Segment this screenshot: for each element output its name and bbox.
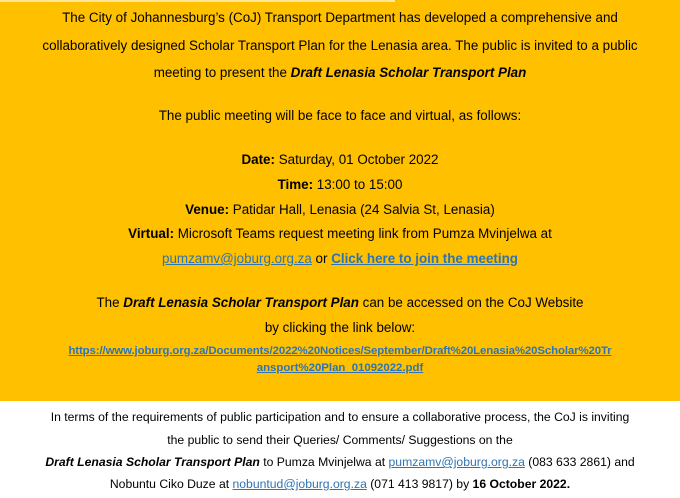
access-line-1 [0, 295, 680, 310]
email-link[interactable]: pumzamv@joburg.org.za [162, 251, 312, 266]
footer-plan-title: Draft Lenasia Scholar Transport Plan [45, 455, 260, 469]
footer-email-2-link[interactable]: nobuntud@joburg.org.za [232, 477, 367, 491]
virtual-links-row [0, 251, 680, 266]
footer-line-3-mid: to Pumza Mvinjelwa at [259, 455, 389, 469]
plan-title: Draft Lenasia Scholar Transport Plan [290, 65, 527, 80]
join-meeting-link[interactable]: Click here to join the meeting [331, 251, 518, 266]
footer-line-2: the public to send their Queries/ Comments/ Suggestions on the [167, 433, 513, 447]
document-url-line-1 [0, 345, 680, 357]
access-suffix: can be accessed on the CoJ Website [358, 295, 584, 310]
venue-row [0, 202, 680, 217]
access-line-2: by clicking the link below: [264, 320, 416, 335]
venue-value: Patidar Hall, Lenasia (24 Salvia St, Lenasia) [229, 202, 495, 217]
deadline-date: 16 October 2022. [472, 477, 571, 491]
footer-email-1-link[interactable]: pumzamv@joburg.org.za [388, 455, 525, 469]
access-plan-title: Draft Lenasia Scholar Transport Plan [123, 295, 359, 310]
footer-line-1: In terms of the requirements of public participation and to ensure a collaborative process, the CoJ is inviting [50, 410, 630, 424]
access-prefix: The [96, 295, 124, 310]
footer-phone-1: (083 633 2861) and [524, 455, 635, 469]
footer-section [0, 401, 680, 498]
document-url-line-2 [0, 362, 680, 374]
or-text: or [311, 251, 332, 266]
top-strip [0, 0, 395, 2]
footer-phone-2: (071 413 9817) by [366, 477, 473, 491]
time-label: Time: [277, 177, 314, 192]
virtual-label: Virtual: [128, 226, 175, 241]
virtual-row [0, 226, 680, 241]
document-url-link-part-2[interactable]: ansport%20Plan_01092022.pdf [256, 362, 424, 374]
date-row [0, 152, 680, 167]
footer-line-4 [0, 477, 680, 491]
intro-line-1: The City of Johannesburg’s (CoJ) Transport Department has developed a comprehensive and [62, 10, 618, 25]
venue-label: Venue: [185, 202, 230, 217]
date-value: Saturday, 01 October 2022 [274, 152, 439, 167]
time-row [0, 177, 680, 192]
document-url-link-part-1[interactable]: https://www.joburg.org.za/Documents/2022%20Notices/September/Draft%20Lenasia%20Scholar%20Tr [68, 345, 612, 357]
footer-line-3 [0, 455, 680, 469]
intro-line-2: collaboratively designed Scholar Transport Plan for the Lenasia area. The public is invited to a public [42, 38, 638, 53]
time-value: 13:00 to 15:00 [313, 177, 403, 192]
date-label: Date: [241, 152, 275, 167]
format-statement: The public meeting will be face to face and virtual, as follows: [158, 108, 522, 123]
virtual-value: Microsoft Teams request meeting link from Pumza Mvinjelwa at [174, 226, 552, 241]
intro-line-3 [0, 65, 680, 80]
footer-line-4-prefix: Nobuntu Ciko Duze at [109, 477, 233, 491]
intro-line-3-prefix: meeting to present the [153, 65, 291, 80]
